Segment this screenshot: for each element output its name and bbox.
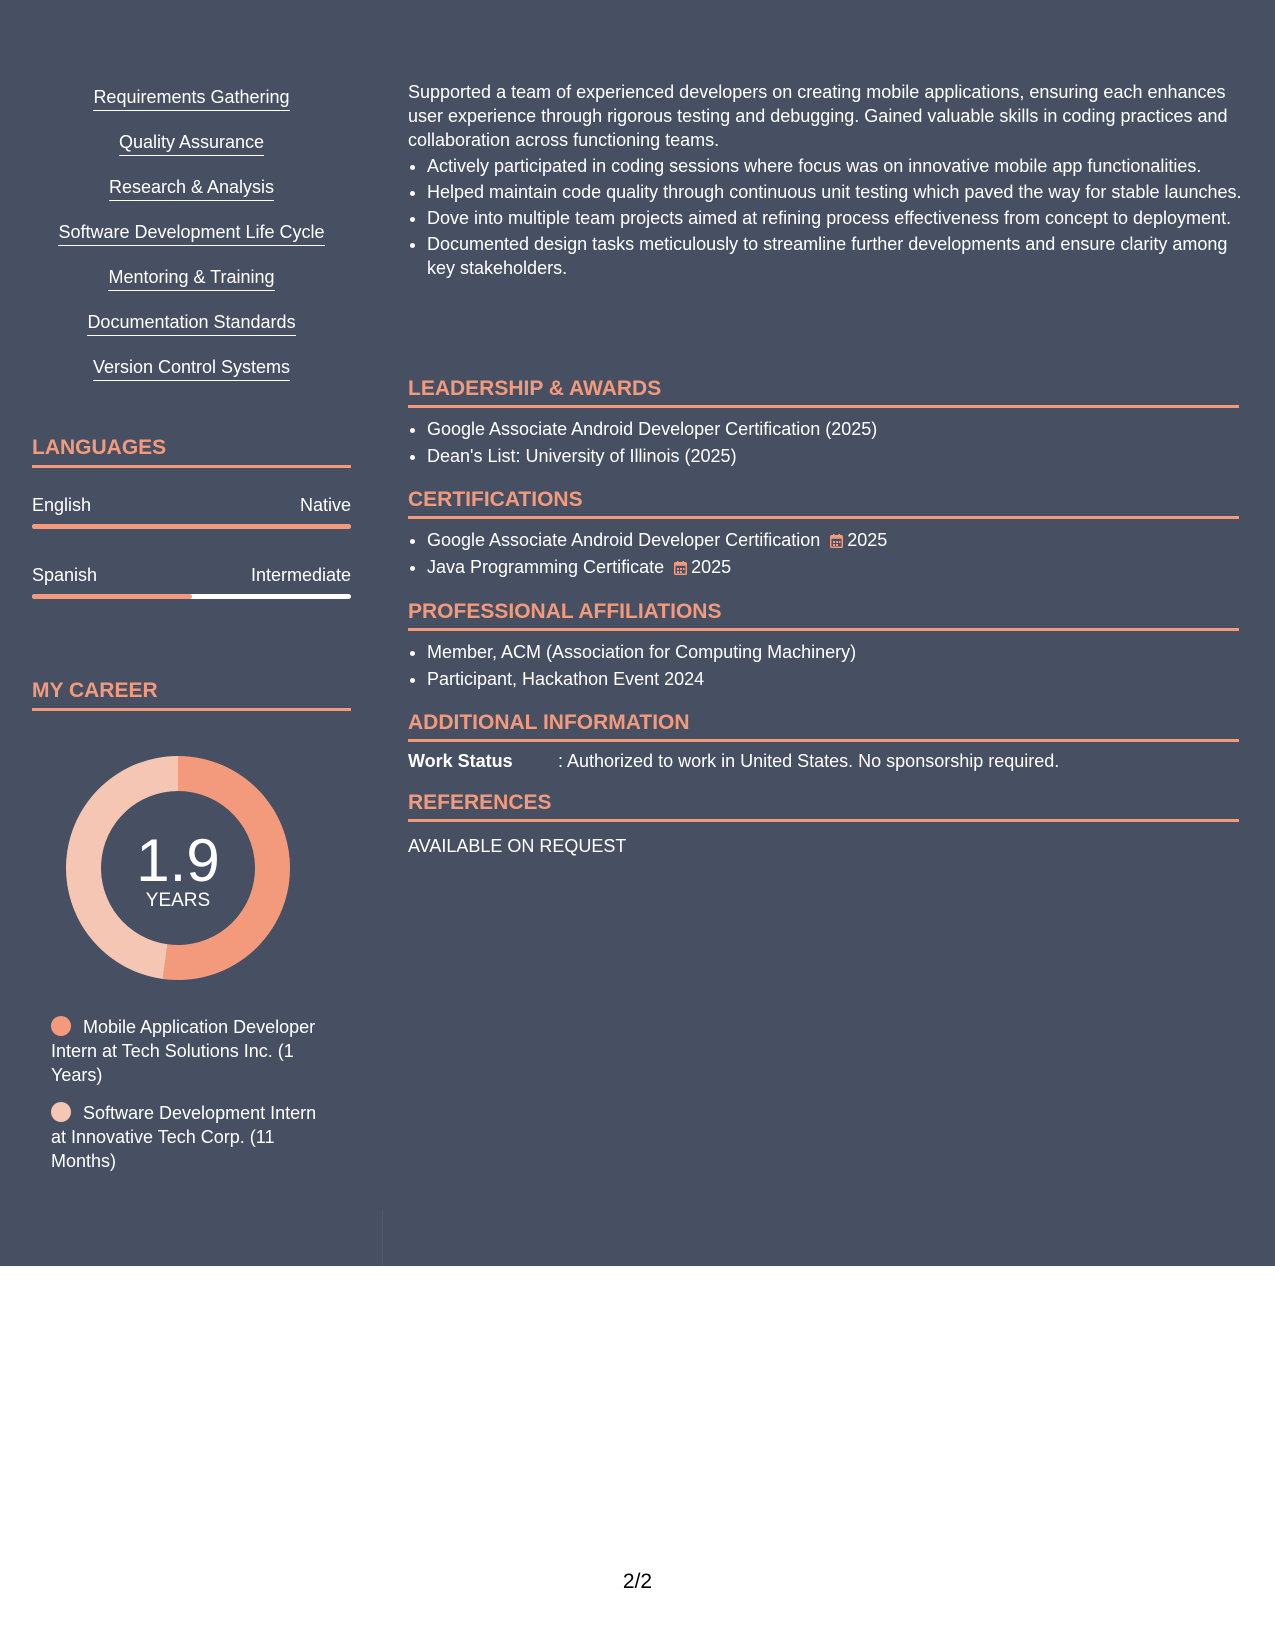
leadership-heading: LEADERSHIP & AWARDS — [408, 376, 1239, 408]
experience-bullet: • Actively participated in coding sessions where focus was on innovative mobile app functionalities. — [427, 154, 1258, 178]
language-proficiency-fill — [32, 524, 351, 529]
skill-item: Research & Analysis — [109, 176, 274, 201]
leadership-list — [408, 417, 1258, 471]
experience-bullet: • Dove into multiple team projects aimed at refining process effectiveness from concept to deployment. — [427, 206, 1258, 230]
certification-name: Java Programming Certificate — [427, 557, 665, 577]
leadership-item: • Dean's List: University of Illinois (2025) — [427, 444, 1258, 468]
language-row — [32, 494, 351, 516]
certification-item — [427, 528, 1258, 552]
experience-bullets — [408, 154, 1258, 282]
career-legend-item — [51, 1101, 321, 1173]
language-name: Spanish — [32, 565, 98, 585]
career-total-years: 1.9 — [136, 827, 220, 894]
career-legend-label: Software Development Intern at Innovative Tech Corp. (11 Months) — [51, 1103, 317, 1171]
experience-summary: Supported a team of experienced developers on creating mobile applications, ensuring each enhances user experience through rigorous testing and debugging. Gained valuable skills in coding practices and collaboration across functioning teams. — [408, 82, 1228, 150]
affiliations-list — [408, 640, 1258, 694]
work-status-value: : Authorized to work in United States. No sponsorship required. — [558, 751, 1060, 771]
certification-year: 2025 — [691, 557, 732, 577]
references-heading: REFERENCES — [408, 790, 1239, 822]
affiliations-heading: PROFESSIONAL AFFILIATIONS — [408, 599, 1239, 631]
language-proficiency-fill — [32, 594, 192, 599]
career-heading: MY CAREER — [32, 678, 351, 711]
career-total-unit: YEARS — [145, 890, 211, 911]
skill-item: Requirements Gathering — [93, 86, 289, 111]
skill-item: Mentoring & Training — [108, 266, 274, 291]
certification-item — [427, 555, 1258, 579]
language-row — [32, 564, 351, 586]
additional-info-heading: ADDITIONAL INFORMATION — [408, 710, 1239, 742]
legend-dot — [51, 1016, 71, 1036]
certification-year: 2025 — [847, 530, 888, 550]
work-status — [408, 749, 1239, 773]
skill-item: Version Control Systems — [93, 356, 290, 381]
skill-item: Quality Assurance — [119, 131, 264, 156]
language-proficiency-bar — [32, 594, 351, 599]
references-text: AVAILABLE ON REQUEST — [408, 836, 627, 856]
career-legend-label: Mobile Application Developer Intern at Tech Solutions Inc. (1 Years) — [51, 1017, 316, 1085]
language-level: Intermediate — [250, 565, 351, 585]
leadership-item: • Google Associate Android Developer Certification (2025) — [427, 417, 1258, 441]
column-divider — [382, 1210, 383, 1266]
language-level: Native — [299, 495, 351, 515]
certifications-heading: CERTIFICATIONS — [408, 487, 1239, 519]
language-proficiency-bar — [32, 524, 351, 529]
certifications-list — [408, 528, 1258, 582]
calendar-icon — [674, 561, 687, 575]
affiliation-item: • Participant, Hackathon Event 2024 — [427, 667, 1258, 691]
language-name: English — [32, 495, 92, 515]
work-status-label: Work Status — [408, 751, 513, 771]
experience-bullet: • Documented design tasks meticulously to streamline further developments and ensure clarity among key stakeholders. — [427, 232, 1258, 280]
affiliation-item: • Member, ACM (Association for Computing Machinery) — [427, 640, 1258, 664]
languages-heading: LANGUAGES — [32, 435, 351, 468]
skill-item: Software Development Life Cycle — [58, 221, 324, 246]
experience-bullet: • Helped maintain code quality through continuous unit testing which paved the way for stable launches. — [427, 180, 1258, 204]
certification-name: Google Associate Android Developer Certification — [427, 530, 821, 550]
page-number: 2/2 — [622, 1570, 653, 1593]
skills-list — [32, 86, 351, 401]
career-legend-item — [51, 1015, 321, 1087]
legend-dot — [51, 1102, 71, 1122]
career-donut-center — [66, 756, 290, 980]
skill-item: Documentation Standards — [87, 311, 295, 336]
calendar-icon — [830, 534, 843, 548]
